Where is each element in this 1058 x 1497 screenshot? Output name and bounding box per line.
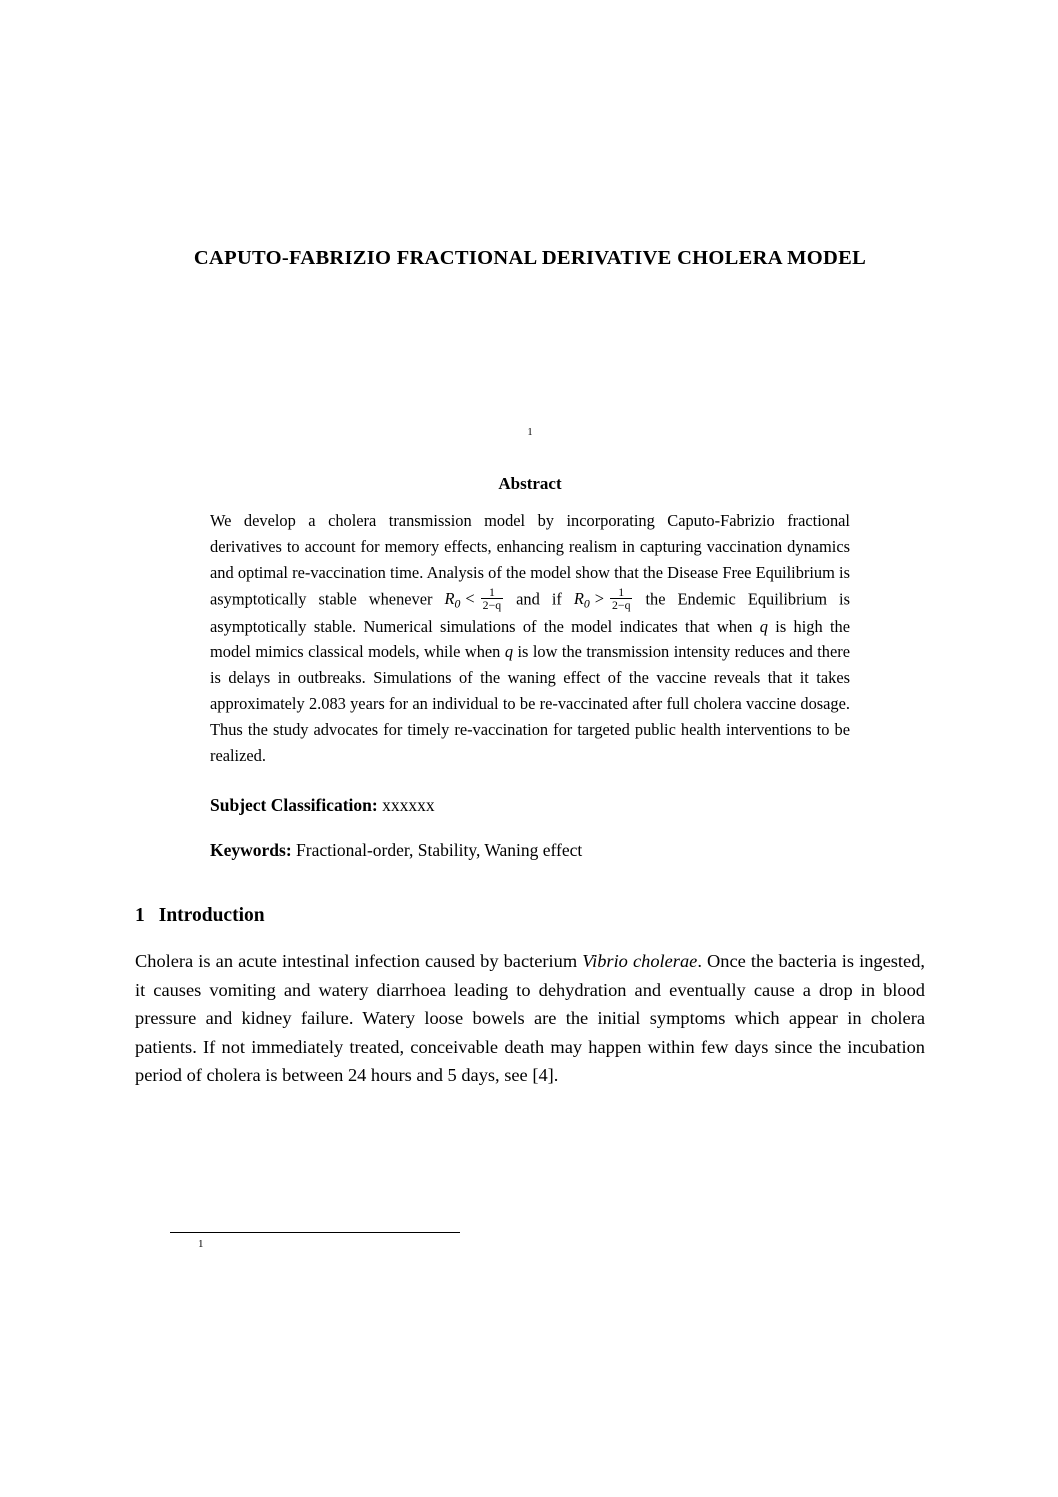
section-title: Introduction [158, 905, 265, 927]
fraction-1 [481, 586, 503, 612]
less-than-operator: < [465, 589, 475, 609]
abstract-text-part-2: and if [504, 589, 574, 609]
introduction-paragraph [135, 947, 925, 1090]
footnote-text: 1 [198, 1238, 204, 1250]
q-symbol-1: q [759, 616, 768, 636]
keywords-label: Keywords: [210, 840, 292, 861]
abstract-text-part-3: the Endemic Equilibrium is asymptotically stable. Numerical simulations of the model indicates that when [210, 589, 850, 636]
abstract-text-part-5: is low the transmission intensity reduces and there is delays in outbreaks. Simulations of the waning effect of the vaccine reveals that it takes approximately 2.083 years for an individual to be re-vaccinated after full cholera vaccine dosage. Thus the study advocates for timely re-vaccination for targeted public health interventions to be realized. [210, 642, 850, 766]
abstract-heading: Abstract [498, 474, 562, 494]
intro-text-part-b: . Once the bacteria is ingested, it causes vomiting and watery diarrhoea leading to dehydration and eventually cause a drop in blood pressure and kidney failure. Watery loose bowels are the initial symptoms which appear in cholera patients. If not immediately treated, conceivable death may happen within few days since the incubation period of cholera is between 24 hours and 5 days, see [4]. [135, 951, 925, 1086]
fraction-1-numerator: 1 [481, 586, 503, 599]
abstract-text-part-1: We develop a cholera transmission model by incorporating Caputo-Fabrizio fractional derivatives to account for memory effects, enhancing realism in capturing vaccination dynamics and optimal re-vaccination time. Analysis of the model show that the Disease Free Equilibrium is asymptotically stable whenever [210, 511, 850, 609]
keywords [210, 840, 850, 861]
section-number: 1 [135, 905, 145, 927]
r0-symbol-2 [574, 586, 590, 613]
author-footnote-marker: 1 [527, 426, 533, 438]
footnote-separator [170, 1232, 460, 1233]
subject-classification-value: xxxxxx [382, 795, 435, 816]
r0-symbol-1 [445, 586, 461, 613]
intro-text-part-a: Cholera is an acute intestinal infection caused by bacterium [135, 951, 583, 972]
abstract-body [210, 508, 850, 769]
subject-classification-label: Subject Classification: [210, 795, 378, 816]
greater-than-operator: > [594, 589, 605, 609]
r0-letter-2: R [573, 589, 584, 609]
abstract-text-part-4: is high the model mimics classical models, while when [210, 616, 851, 662]
r0-subscript-1: 0 [454, 596, 461, 611]
fraction-1-denominator: 2−q [482, 598, 502, 613]
fraction-2-denominator: 2−q [612, 598, 631, 613]
page-content [135, 0, 925, 1090]
fraction-2 [610, 586, 632, 612]
q-symbol-2: q [504, 642, 514, 662]
keywords-value: Fractional-order, Stability, Waning effect [296, 840, 583, 861]
subject-classification [210, 795, 850, 816]
abstract-section [210, 474, 850, 769]
r0-letter-1: R [444, 589, 455, 609]
fraction-2-numerator: 1 [610, 586, 632, 599]
page-title: CAPUTO-FABRIZIO FRACTIONAL DERIVATIVE CHOLERA MODEL [193, 247, 867, 269]
section-heading-introduction [135, 905, 925, 927]
species-name: Vibrio cholerae [582, 951, 698, 972]
r0-subscript-2: 0 [583, 596, 590, 611]
